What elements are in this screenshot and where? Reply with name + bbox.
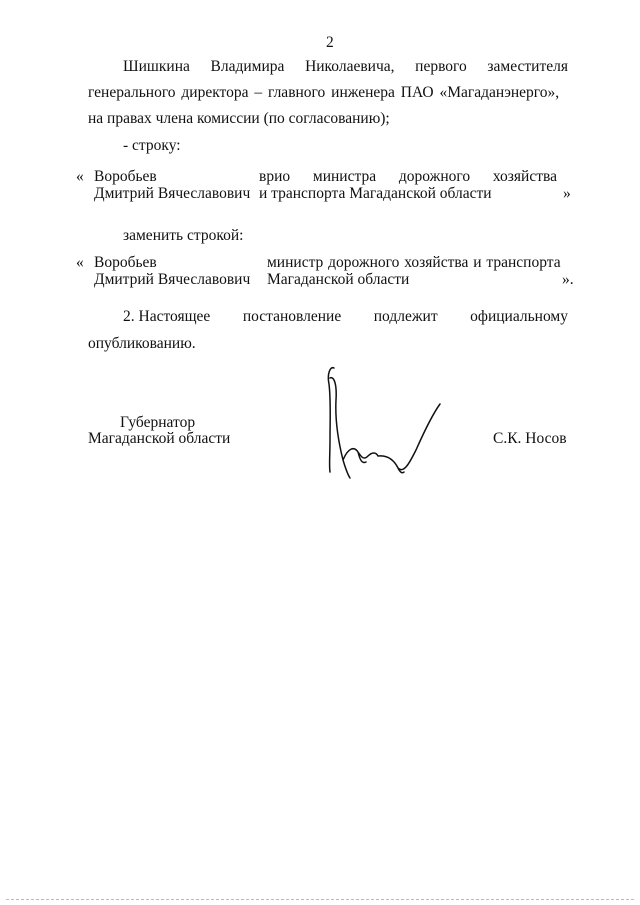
word: официальному (470, 308, 568, 325)
word: хозяйства (492, 168, 557, 185)
person-name: Дмитрий Вячеславович (94, 271, 251, 288)
paragraph-line (123, 308, 568, 326)
paragraph-line: генерального директора – главного инженера ПАО «Магаданэнерго», (88, 84, 560, 101)
word: дорожного (398, 168, 471, 185)
word: подлежит (373, 308, 438, 325)
open-quote: « (76, 254, 84, 271)
word: министра (312, 168, 377, 185)
close-quote: » (563, 185, 571, 202)
handwritten-signature (318, 360, 448, 485)
word: заместителя (487, 58, 568, 75)
person-name: Дмитрий Вячеславович (94, 185, 251, 202)
word: первого (415, 58, 467, 75)
position-line (259, 168, 557, 186)
word: врио (259, 168, 291, 185)
signer-title: Магаданской области (88, 430, 231, 447)
word: 2. Настоящее (123, 308, 211, 325)
paragraph-line: опубликованию. (88, 335, 196, 352)
person-surname: Воробьев (94, 254, 157, 271)
footer-rule (6, 899, 634, 901)
position-line: министр дорожного хозяйства и транспорта (267, 254, 561, 271)
page-number: 2 (326, 34, 334, 51)
paragraph-line (123, 58, 568, 76)
word: постановление (242, 308, 342, 325)
signer-name: С.К. Носов (493, 430, 567, 447)
close-quote: ». (562, 271, 574, 288)
open-quote: « (76, 168, 84, 185)
word: Владимира (210, 58, 285, 75)
position-line: Магаданской области (267, 271, 410, 288)
person-surname: Воробьев (94, 168, 157, 185)
signer-title: Губернатор (120, 414, 196, 431)
replace-line: заменить строкой: (123, 227, 244, 244)
position-line: и транспорта Магаданской области (259, 185, 492, 202)
item-line: - строку: (123, 137, 181, 154)
word: Шишкина (123, 58, 190, 75)
word: Николаевича, (305, 58, 395, 75)
paragraph-line: на правах члена комиссии (по согласованию); (88, 110, 390, 127)
